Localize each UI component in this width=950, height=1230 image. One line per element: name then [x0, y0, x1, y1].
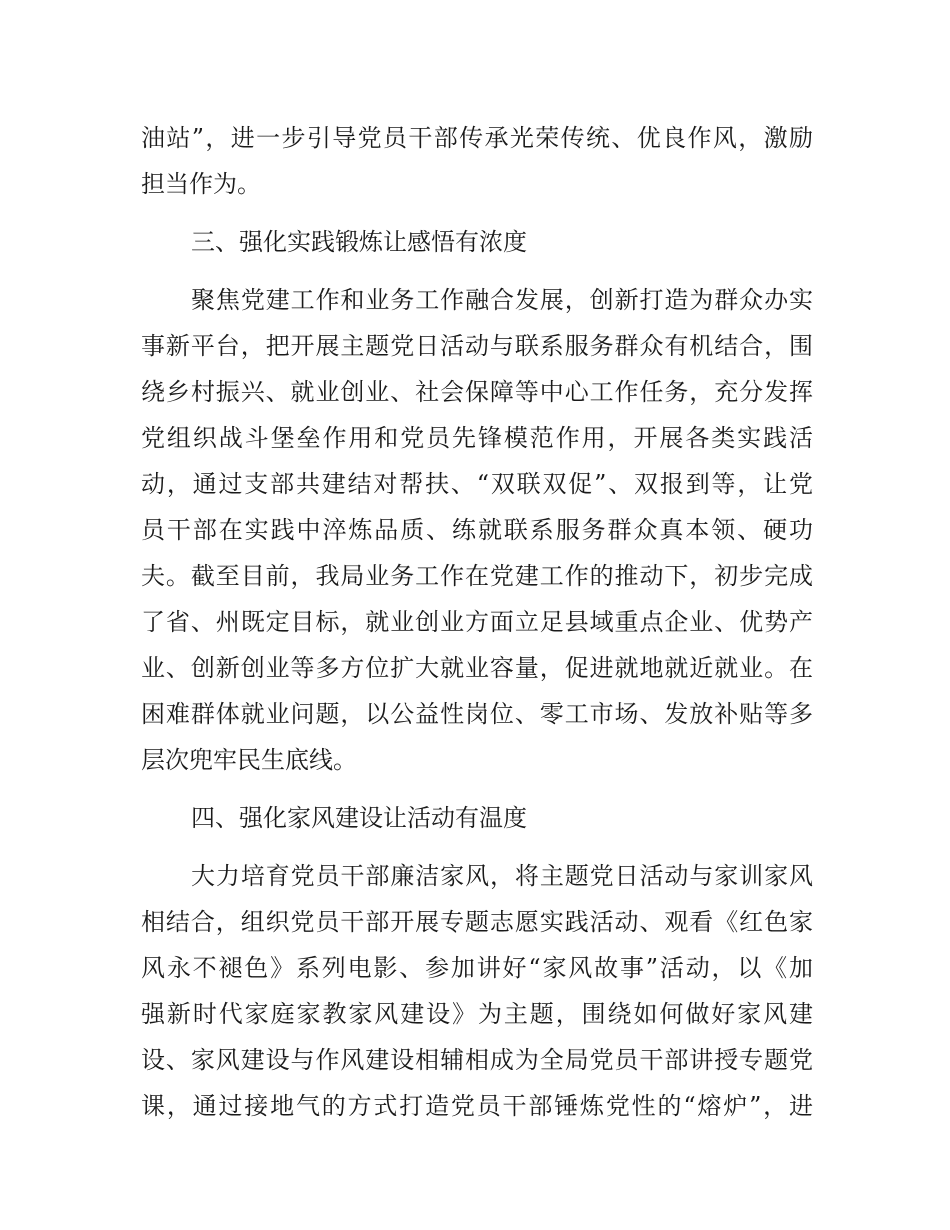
- paragraph-line: 困难群体就业问题，以公益性岗位、零工市场、发放补贴等多: [141, 700, 813, 728]
- paragraph-line: 事新平台，把开展主题党日活动与联系服务群众有机结合，围: [141, 332, 813, 360]
- section-heading-3: 三、强化实践锻炼让感悟有浓度: [191, 228, 527, 256]
- paragraph-line: 相结合，组织党员干部开展专题志愿实践活动、观看《红色家: [141, 908, 813, 936]
- paragraph-line: 动，通过支部共建结对帮扶、“双联双促”、双报到等，让党: [141, 470, 813, 498]
- paragraph-line: 风永不褪色》系列电影、参加讲好“家风故事”活动，以《加: [141, 954, 813, 982]
- paragraph-line: 担当作为。: [141, 170, 261, 198]
- document-body: [141, 115, 813, 1129]
- paragraph-line: 课，通过接地气的方式打造党员干部锤炼党性的“熔炉”，进: [141, 1092, 813, 1120]
- paragraph-line: 了省、州既定目标，就业创业方面立足县域重点企业、优势产: [141, 608, 813, 636]
- paragraph-line: 党组织战斗堡垒作用和党员先锋模范作用，开展各类实践活: [141, 424, 813, 452]
- paragraph-line: 油站”，进一步引导党员干部传承光荣传统、优良作风，激励: [141, 124, 813, 152]
- paragraph-line: 层次兜牢民生底线。: [141, 746, 357, 774]
- section-heading-4: 四、强化家风建设让活动有温度: [191, 804, 527, 832]
- paragraph-line: 大力培育党员干部廉洁家风，将主题党日活动与家训家风: [191, 862, 813, 890]
- paragraph-line: 夫。截至目前，我局业务工作在党建工作的推动下，初步完成: [141, 562, 813, 590]
- paragraph-line: 聚焦党建工作和业务工作融合发展，创新打造为群众办实: [191, 286, 813, 314]
- paragraph-line: 设、家风建设与作风建设相辅相成为全局党员干部讲授专题党: [141, 1046, 813, 1074]
- paragraph-line: 业、创新创业等多方位扩大就业容量，促进就地就近就业。在: [141, 654, 813, 682]
- paragraph-line: 绕乡村振兴、就业创业、社会保障等中心工作任务，充分发挥: [141, 378, 813, 406]
- paragraph-line: 员干部在实践中淬炼品质、练就联系服务群众真本领、硬功: [141, 516, 813, 544]
- paragraph-line: 强新时代家庭家教家风建设》为主题，围绕如何做好家风建: [141, 1000, 813, 1028]
